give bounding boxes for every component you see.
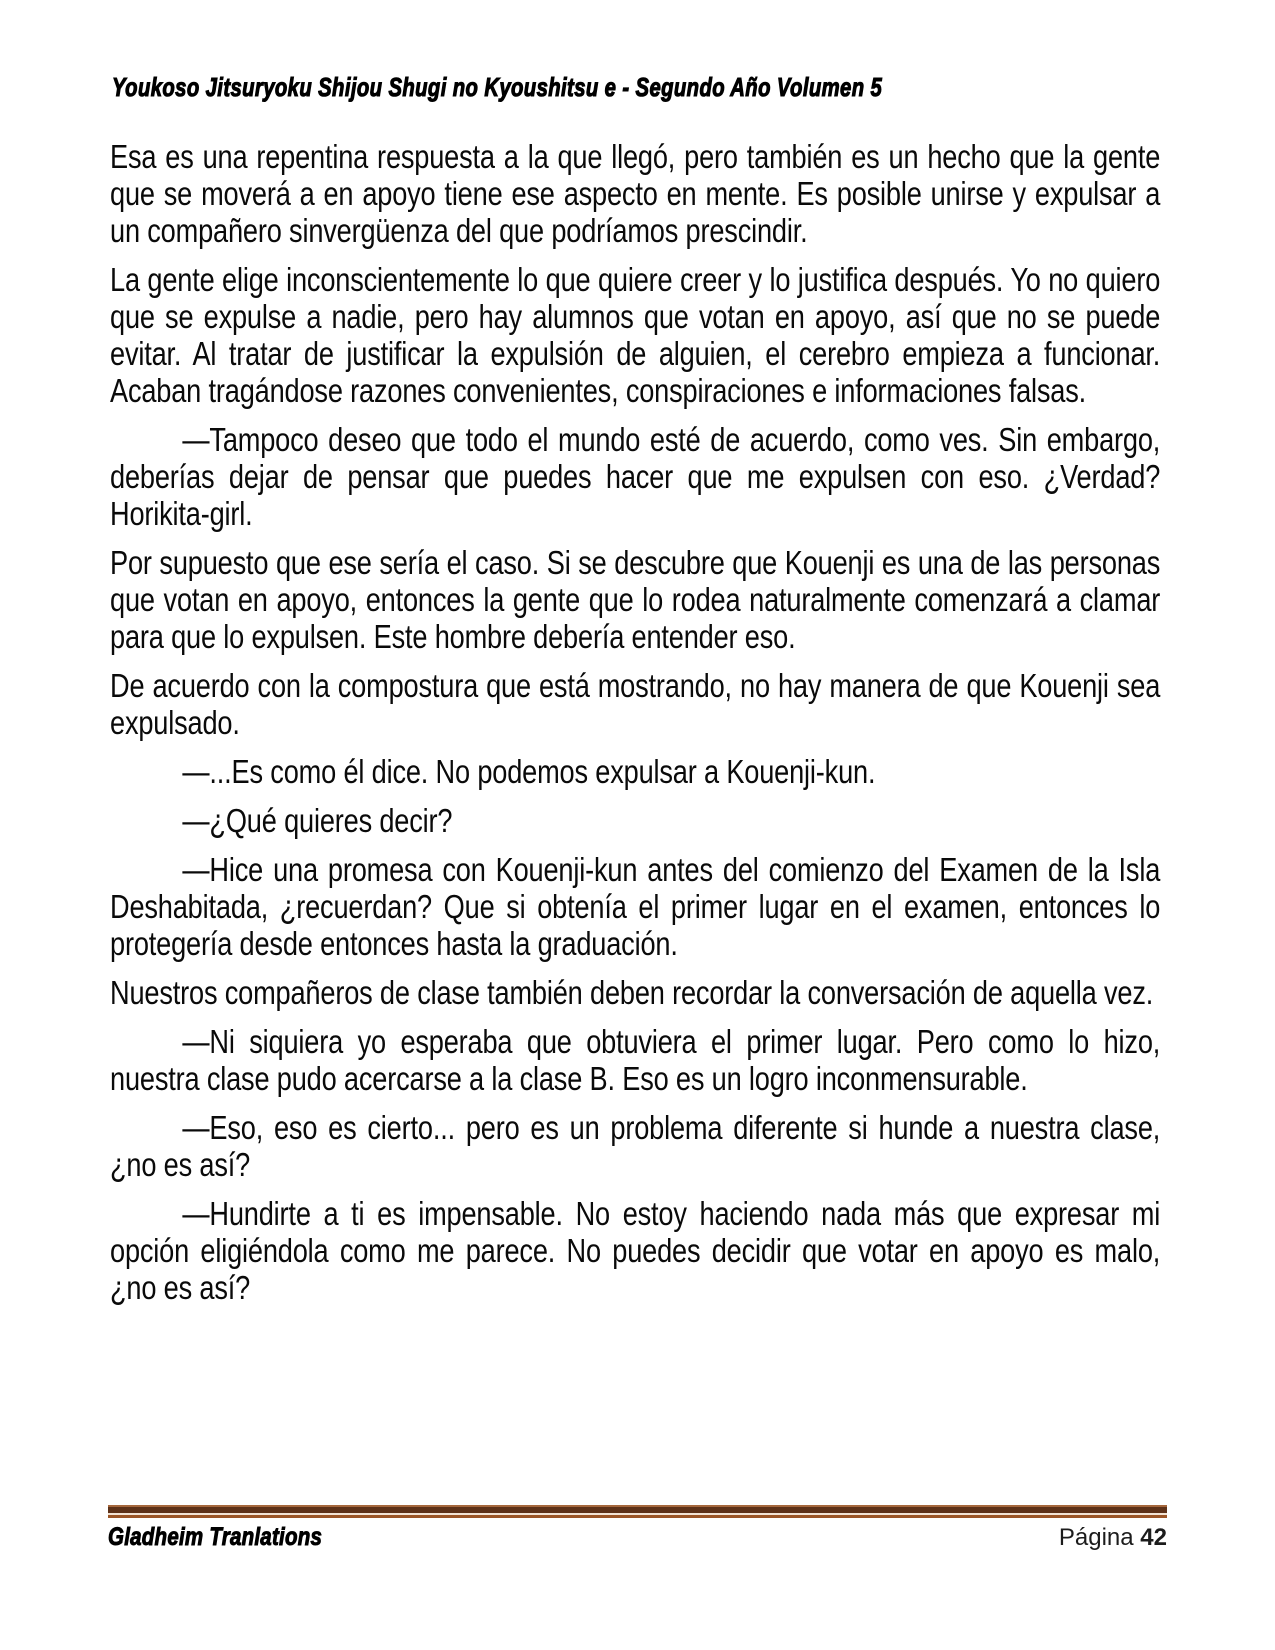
paragraph: De acuerdo con la compostura que está mostrando, no hay manera de que Kouenji sea expulsado. bbox=[110, 667, 1161, 741]
text-column bbox=[110, 138, 1160, 1306]
dialogue-paragraph: —¿Qué quieres decir? bbox=[182, 802, 453, 839]
dialogue-paragraph: —Tampoco deseo que todo el mundo esté de acuerdo, como ves. Sin embargo, deberías dejar de pensar que puedes hacer que me expulsen con eso. ¿Verdad? Horikita-girl. bbox=[110, 421, 1161, 532]
page-footer bbox=[108, 1522, 1167, 1553]
page-number: 42 bbox=[1140, 1524, 1167, 1551]
header-title: Youkoso Jitsuryoku Shijou Shugi no Kyoushitsu e - Segundo Año Volumen 5 bbox=[112, 72, 883, 102]
paragraph: La gente elige inconscientemente lo que quiere creer y lo justifica después. Yo no quiero que se expulse a nadie, pero hay alumnos que votan en apoyo, así que no se puede evitar. Al tratar de justificar la expulsión de alguien, el cerebro empieza a funcionar. Acaban tragándose razones convenientes, conspiraciones e informaciones falsas. bbox=[110, 261, 1161, 409]
page-number-label bbox=[1059, 1523, 1167, 1553]
paragraph: Por supuesto que ese sería el caso. Si se descubre que Kouenji es una de las personas que votan en apoyo, entonces la gente que lo rodea naturalmente comenzará a clamar para que lo expulsen. Este hombre debería entender eso. bbox=[110, 544, 1161, 655]
page-header bbox=[112, 72, 1172, 106]
page-word: Página bbox=[1058, 1524, 1134, 1551]
dialogue-paragraph: —Hice una promesa con Kouenji-kun antes del comienzo del Examen de la Isla Deshabitada, ¿recuerdan? Que si obtenía el primer lugar en el examen, entonces lo protegería desde entonces hasta la graduación. bbox=[110, 851, 1161, 962]
dialogue-paragraph: —...Es como él dice. No podemos expulsar a Kouenji-kun. bbox=[182, 753, 876, 790]
dialogue-paragraph: —Eso, eso es cierto... pero es un problema diferente si hunde a nuestra clase, ¿no es así? bbox=[110, 1109, 1161, 1183]
dialogue-paragraph: —Hundirte a ti es impensable. No estoy haciendo nada más que expresar mi opción eligiéndola como me parece. No puedes decidir que votar en apoyo es malo, ¿no es así? bbox=[110, 1195, 1161, 1306]
dialogue-paragraph: —Ni siquiera yo esperaba que obtuviera el primer lugar. Pero como lo hizo, nuestra clase pudo acercarse a la clase B. Eso es un logro inconmensurable. bbox=[110, 1023, 1161, 1097]
document-body bbox=[110, 138, 1160, 1468]
footer-rule bbox=[108, 1505, 1167, 1518]
translator-name: Gladheim Tranlations bbox=[108, 1523, 323, 1551]
footer-rule-thin-stripe bbox=[108, 1515, 1167, 1518]
paragraph: Esa es una repentina respuesta a la que llegó, pero también es un hecho que la gente que se moverá a en apoyo tiene ese aspecto en mente. Es posible unirse y expulsar a un compañero sinvergüenza del que podríamos prescindir. bbox=[110, 138, 1161, 249]
paragraph: Nuestros compañeros de clase también deben recordar la conversación de aquella vez. bbox=[110, 974, 1154, 1011]
